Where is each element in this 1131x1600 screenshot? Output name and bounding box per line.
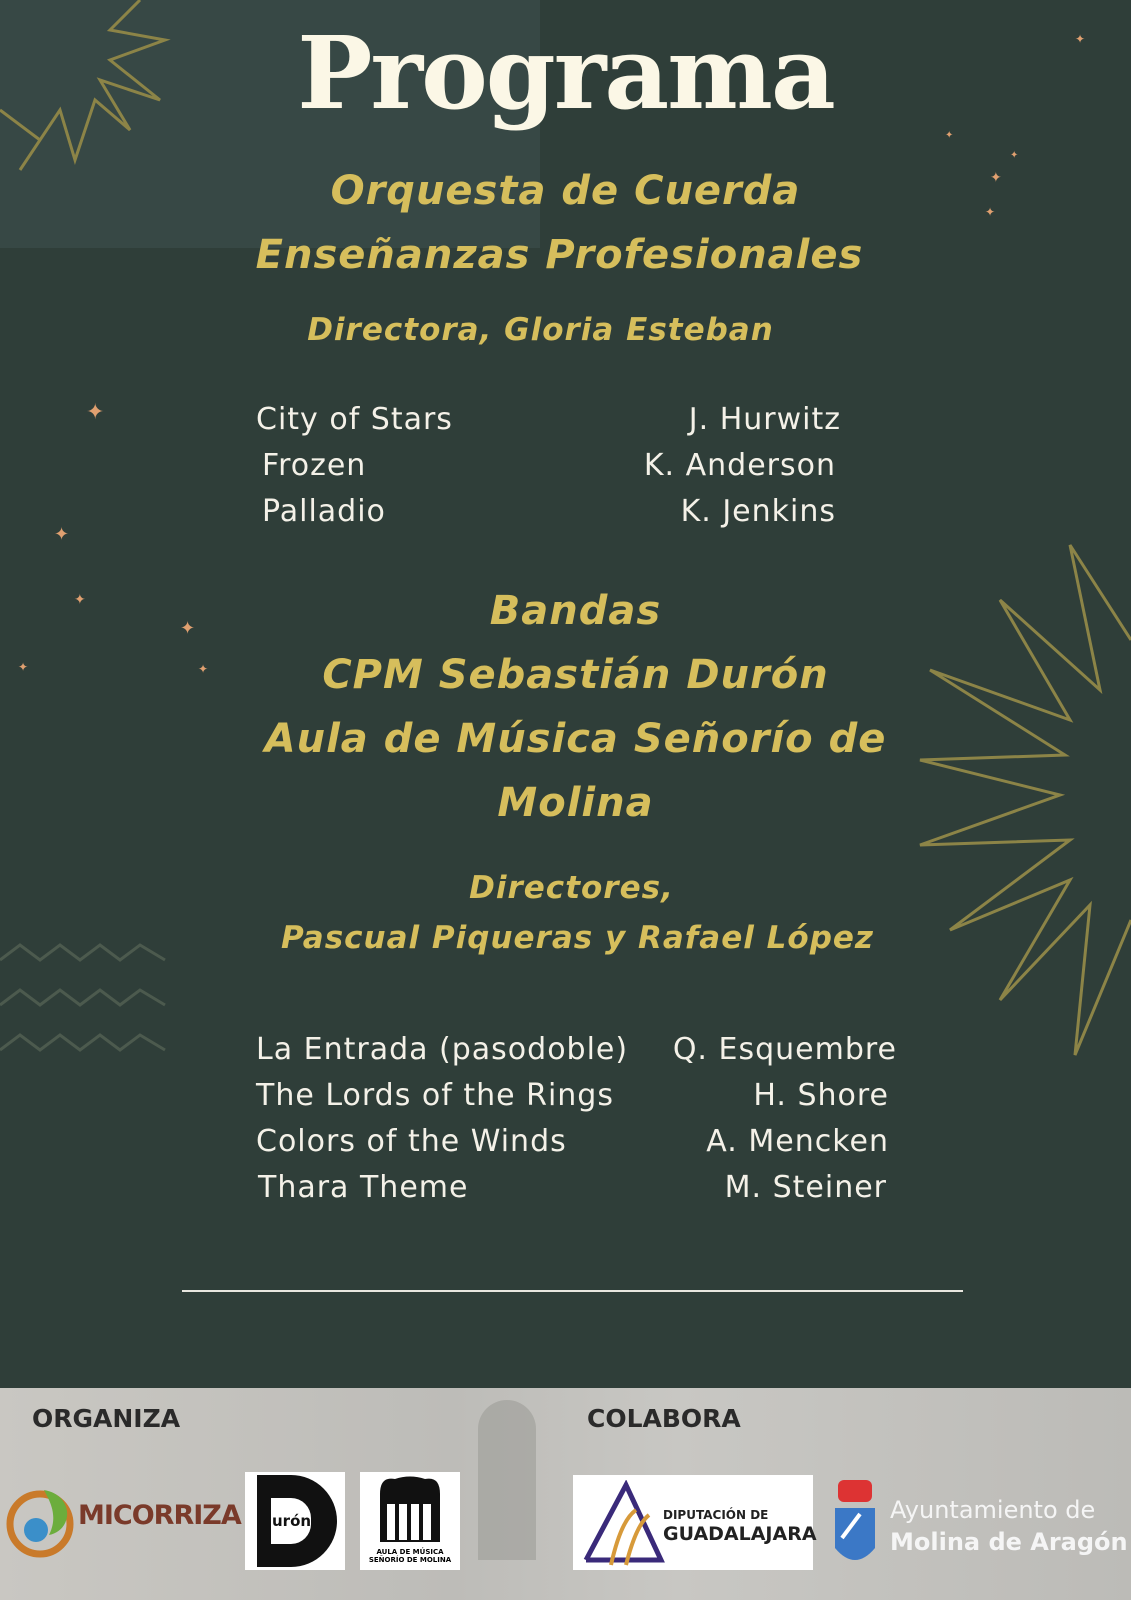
background-arch bbox=[478, 1400, 536, 1560]
ayuntamiento-line2: Molina de Aragón bbox=[890, 1528, 1128, 1556]
star-icon: ✦ bbox=[74, 592, 86, 608]
divider bbox=[182, 1290, 963, 1292]
work-composer: M. Steiner bbox=[724, 1170, 887, 1205]
diputacion-line1: DIPUTACIÓN DE bbox=[663, 1508, 769, 1522]
star-icon: ✦ bbox=[1010, 150, 1019, 161]
star-icon: ✦ bbox=[1075, 32, 1086, 46]
section1-director: Directora, Gloria Esteban bbox=[307, 312, 774, 348]
work-composer: K. Anderson bbox=[643, 448, 836, 483]
star-icon: ✦ bbox=[985, 205, 996, 219]
section2-heading-line3: Aula de Música Señorío de bbox=[264, 716, 887, 762]
star-icon: ✦ bbox=[54, 524, 70, 545]
work-composer: J. Hurwitz bbox=[688, 402, 841, 437]
duron-logo bbox=[245, 1472, 345, 1570]
section2-heading-line4: Molina bbox=[497, 780, 654, 826]
work-composer: A. Mencken bbox=[706, 1124, 889, 1159]
organiza-label: ORGANIZA bbox=[32, 1404, 181, 1433]
colabora-label: COLABORA bbox=[587, 1404, 741, 1433]
section2-directors-line2: Pascual Piqueras y Rafael López bbox=[281, 920, 874, 956]
duron-logo-text: urón bbox=[272, 1512, 312, 1530]
molina-coat-of-arms-icon bbox=[830, 1478, 880, 1572]
star-icon: ✦ bbox=[990, 170, 1002, 186]
work-title: City of Stars bbox=[256, 402, 453, 437]
star-icon: ✦ bbox=[198, 662, 209, 676]
section2-heading-line1: Bandas bbox=[489, 588, 662, 634]
aula-logo-text: AULA DE MÚSICA SEÑORÍO DE MOLINA bbox=[368, 1548, 452, 1564]
work-title: Palladio bbox=[262, 494, 386, 529]
page-title: Programa bbox=[297, 14, 834, 132]
star-icon: ✦ bbox=[180, 618, 196, 639]
diputacion-logo bbox=[573, 1475, 817, 1570]
work-composer: H. Shore bbox=[753, 1078, 889, 1113]
section2-directors-line1: Directores, bbox=[469, 870, 674, 906]
micorriza-logo-icon bbox=[4, 1480, 76, 1562]
work-title: La Entrada (pasodoble) bbox=[256, 1032, 629, 1067]
micorriza-logo-text: MICORRIZA bbox=[78, 1500, 241, 1531]
work-title: The Lords of the Rings bbox=[256, 1078, 614, 1113]
work-title: Colors of the Winds bbox=[256, 1124, 567, 1159]
zigzag-2 bbox=[0, 990, 165, 1005]
work-title: Frozen bbox=[262, 448, 367, 483]
ayuntamiento-line1: Ayuntamiento de bbox=[890, 1496, 1096, 1524]
section1-heading-line2: Enseñanzas Profesionales bbox=[255, 232, 864, 278]
star-icon: ✦ bbox=[18, 660, 29, 674]
star-icon: ✦ bbox=[86, 400, 105, 425]
diputacion-line2: GUADALAJARA bbox=[663, 1523, 817, 1545]
section2-heading-line2: CPM Sebastián Durón bbox=[322, 652, 829, 698]
zigzag-3 bbox=[0, 1035, 165, 1050]
work-composer: Q. Esquembre bbox=[672, 1032, 897, 1067]
star-icon: ✦ bbox=[945, 130, 954, 141]
work-composer: K. Jenkins bbox=[680, 494, 836, 529]
work-title: Thara Theme bbox=[258, 1170, 469, 1205]
section1-heading-line1: Orquesta de Cuerda bbox=[330, 168, 801, 214]
aula-logo bbox=[360, 1472, 460, 1570]
